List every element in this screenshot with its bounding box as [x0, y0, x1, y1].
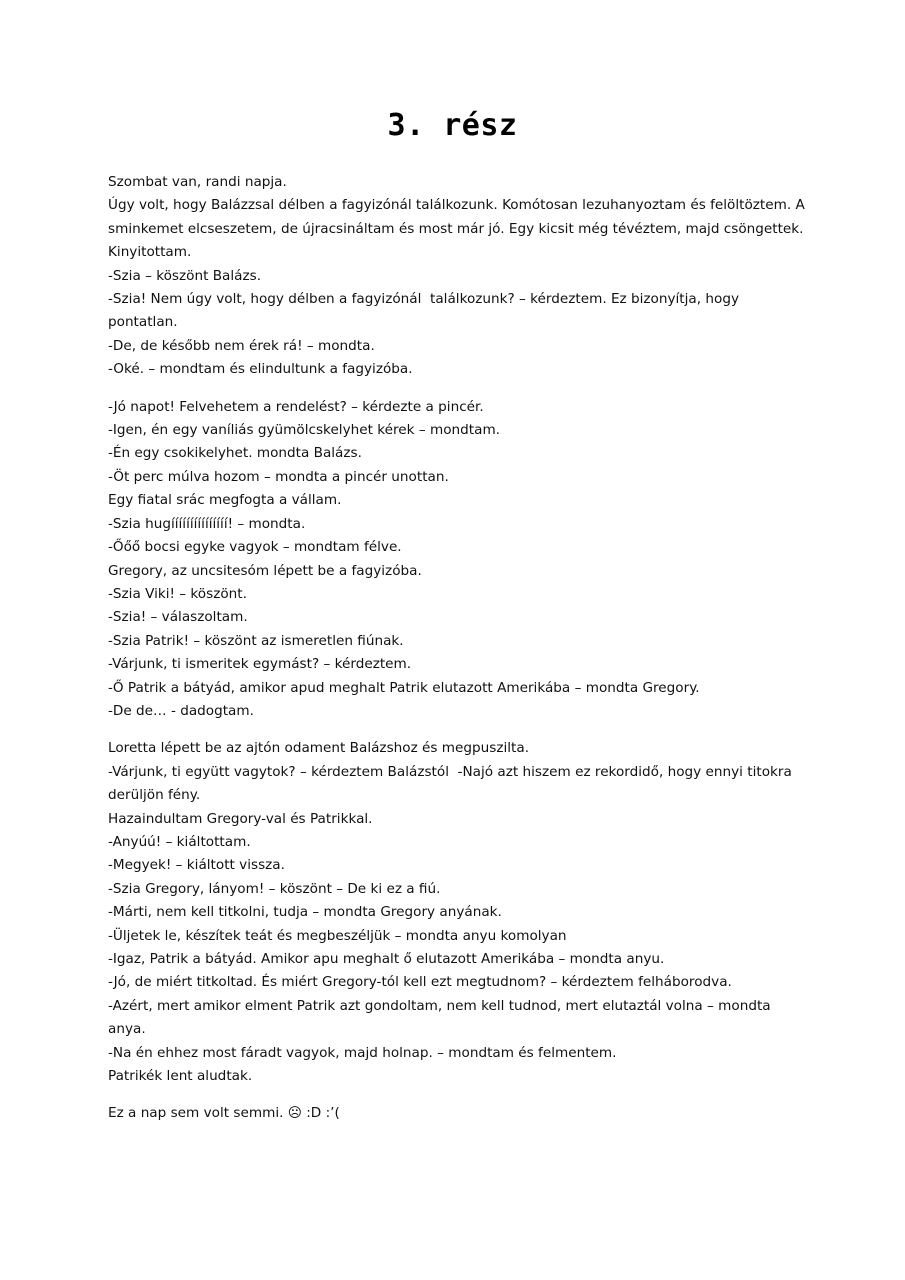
text-line: -Szia! Nem úgy volt, hogy délben a fagyizónál találkozunk? – kérdeztem. Ez bizonyítja, hogy pontatlan.	[108, 291, 744, 331]
chapter-title: 3. rész	[387, 108, 518, 143]
paragraph-2	[108, 396, 808, 724]
text-line: Loretta lépett be az ajtón odament Balázshoz és megpuszilta.	[108, 740, 530, 757]
text-line: Ez a nap sem volt semmi. ☹ :D :’(	[108, 1105, 340, 1122]
text-line: Szombat van, randi napja.	[108, 174, 287, 190]
text-line: -Márti, nem kell titkolni, tudja – mondta Gregory anyának.	[108, 904, 502, 921]
text-line: -De de… - dadogtam.	[108, 702, 254, 719]
text-line: -Szia Viki! – köszönt.	[108, 585, 247, 602]
story-body	[108, 171, 808, 1140]
text-line: -Jó, de miért titkoltad. És miért Gregory-tól kell ezt megtudnom? – kérdeztem felháborodva.	[108, 974, 732, 991]
text-line: -Jó napot! Felvehetem a rendelést? – kérdezte a pincér.	[108, 398, 484, 415]
text-line: -Szia hugííííííííííííííí! – mondta.	[108, 515, 306, 532]
text-line: -Őőő bocsi egyke vagyok – mondtam félve.	[108, 539, 402, 556]
text-line: -Szia Patrik! – köszönt az ismeretlen fiúnak.	[108, 632, 404, 649]
text-line: -Várjunk, ti együtt vagytok? – kérdeztem Balázstól -Najó azt hiszem ez rekordidő, hogy ennyi titokra derüljön fény.	[108, 763, 797, 804]
text-line: -Szia Gregory, lányom! – köszönt – De ki ez a fiú.	[108, 880, 441, 897]
paragraph-4	[108, 1102, 808, 1125]
text-line: -Na én ehhez most fáradt vagyok, majd holnap. – mondtam és felmentem.	[108, 1044, 617, 1061]
text-line: Patrikék lent aludtak.	[108, 1068, 253, 1085]
text-line: Hazaindultam Gregory-val és Patrikkal.	[108, 810, 373, 827]
text-line: -Szia – köszönt Balázs.	[108, 267, 262, 284]
text-line: -Én egy csokikelyhet. mondta Balázs.	[108, 445, 362, 462]
text-line: -Oké. – mondtam és elindultunk a fagyizóba.	[108, 361, 413, 378]
text-line: -Szia! – válaszoltam.	[108, 609, 248, 626]
text-line: -Igen, én egy vaníliás gyümölcskelyhet kérek – mondtam.	[108, 422, 501, 439]
paragraph-1	[108, 171, 808, 382]
text-line: -Öt perc múlva hozom – mondta a pincér unottan.	[108, 468, 449, 485]
text-line: -De, de később nem érek rá! – mondta.	[108, 337, 375, 354]
text-line: -Anyúú! – kiáltottam.	[108, 833, 251, 850]
paragraph-3	[108, 737, 808, 1088]
text-line: -Üljetek le, készítek teát és megbeszéljük – mondta anyu komolyan	[108, 927, 567, 944]
text-line: -Ő Patrik a bátyád, amikor apud meghalt Patrik elutazott Amerikába – mondta Gregory.	[108, 679, 700, 696]
text-line: -Azért, mert amikor elment Patrik azt gondoltam, nem kell tudnod, mert elutaztál volna – mondta anya.	[108, 997, 775, 1038]
text-line: Gregory, az uncsitesóm lépett be a fagyizóba.	[108, 562, 422, 579]
text-line: -Igaz, Patrik a bátyád. Amikor apu meghalt ő elutazott Amerikába – mondta anyu.	[108, 951, 665, 967]
text-line: -Várjunk, ti ismeritek egymást? – kérdeztem.	[108, 656, 412, 673]
text-line: -Megyek! – kiáltott vissza.	[108, 857, 285, 874]
text-line: Úgy volt, hogy Balázzsal délben a fagyizónál találkozunk. Komótosan lezuhanyoztam és felöltöztem. A sminkemet elcseszetem, de újracsináltam és most már jó. Egy kicsit még tévéztem, majd csöngettek. Kinyitottam.	[108, 197, 810, 261]
text-line: Egy fiatal srác megfogta a vállam.	[108, 492, 342, 509]
